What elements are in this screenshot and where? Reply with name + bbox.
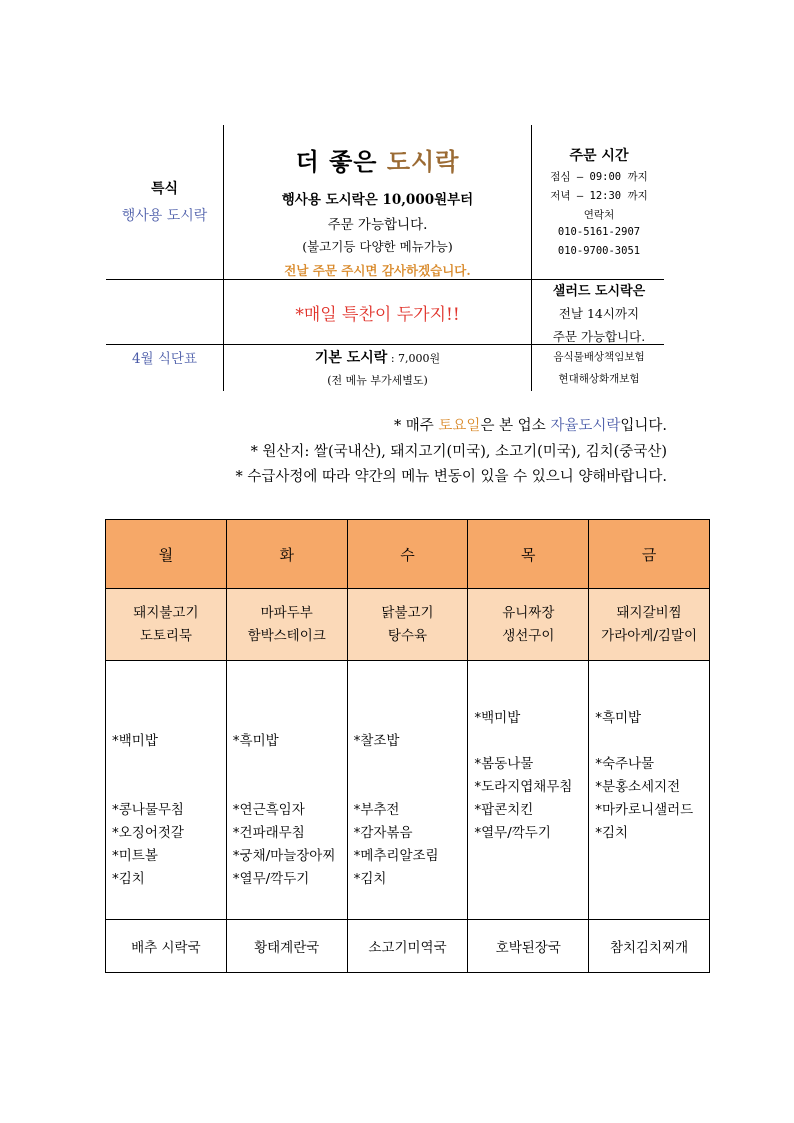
dinner-deadline: 저녁 – 12:30 까지 xyxy=(550,190,648,202)
phone-1: 010-5161-2907 xyxy=(557,226,641,238)
note1-text-a: * 매주 xyxy=(393,418,439,434)
soup-cell: 배추 시락국 xyxy=(106,920,227,973)
day-header-row xyxy=(106,520,710,589)
main-dish-text: 돼지불고기 도토리묵 xyxy=(133,604,199,644)
page-title xyxy=(224,142,531,177)
note1-text-c: 은 본 업소 xyxy=(480,418,551,434)
soup-cell: 호박된장국 xyxy=(468,920,589,973)
insurance-line-1: 음식물배상책임보험 xyxy=(553,351,645,363)
day-header: 목 xyxy=(468,520,589,589)
main-dish-cell xyxy=(106,589,227,661)
side-dish-list: *백미밥 *콩나물무침 *오징어젓갈 *미트볼 *김치 xyxy=(112,733,184,887)
day-header: 월 xyxy=(106,520,227,589)
basic-label: 기본 도시락 xyxy=(314,350,388,366)
side-dish-list: *찰조밥 *부추전 *감자볶음 *메추리알조림 *김치 xyxy=(353,733,439,887)
main-dish-text: 돼지갈비찜 가라아게/김말이 xyxy=(601,604,698,644)
soup-row xyxy=(106,920,710,973)
side-dish-list: *흑미밥 *연근흑임자 *건파래무침 *궁채/마늘장아찌 *열무/깍두기 xyxy=(232,733,336,887)
vat-note: (전 메뉴 부가세별도) xyxy=(327,374,428,387)
title-part-2: 도시락 xyxy=(386,148,460,176)
order-available-line: 주문 가능합니다. xyxy=(327,217,428,233)
special-label: 특식 xyxy=(150,181,179,197)
basic-lunchbox-price xyxy=(224,347,531,367)
contact-label: 연락처 xyxy=(583,209,615,221)
main-dish-row xyxy=(106,589,710,661)
note1-text-e: 입니다. xyxy=(620,418,667,434)
phone-2: 010-9700-3051 xyxy=(557,245,641,257)
side-dish-list: *흑미밥 *숙주나물 *분홍소세지전 *마카로니샐러드 *김치 xyxy=(595,710,694,841)
menu-variety-line: (불고기등 다양한 메뉴가능) xyxy=(302,239,453,254)
order-thanks-line: 전날 주문 주시면 감사하겠습니다. xyxy=(284,263,471,278)
main-dish-cell xyxy=(589,589,710,661)
side-dish-cell xyxy=(106,661,227,920)
note1-saturday: 토요일 xyxy=(438,418,481,434)
note1-free-lunchbox: 자율도시락 xyxy=(550,418,621,434)
side-dish-cell xyxy=(347,661,468,920)
side-dish-list: *백미밥 *봄동나물 *도라지엽채무침 *팝콘치킨 *열무/깍두기 xyxy=(474,710,573,841)
insurance-line-2: 현대해상화개보험 xyxy=(558,373,640,385)
side-dish-cell xyxy=(589,661,710,920)
soup-cell: 황태계란국 xyxy=(226,920,347,973)
main-dish-cell xyxy=(347,589,468,661)
title-part-1: 더 좋은 xyxy=(295,148,387,176)
event-price-line: 행사용 도시락은 10,000원부터 xyxy=(281,192,474,208)
side-dish-cell xyxy=(468,661,589,920)
salad-deadline: 전날 14시까지 xyxy=(558,306,640,321)
day-header: 금 xyxy=(589,520,710,589)
daily-special-banner: *매일 특찬이 두가지!! xyxy=(295,305,460,325)
main-dish-cell xyxy=(226,589,347,661)
main-dish-text: 유니짜장 생선구이 xyxy=(502,604,555,644)
weekly-menu-table xyxy=(105,519,710,973)
saturday-note xyxy=(394,414,667,435)
day-header: 수 xyxy=(347,520,468,589)
soup-cell: 소고기미역국 xyxy=(347,920,468,973)
day-header: 화 xyxy=(226,520,347,589)
salad-available: 주문 가능합니다. xyxy=(552,329,646,344)
main-dish-text: 닭불고기 탕수육 xyxy=(381,604,434,644)
order-time-title: 주문 시간 xyxy=(569,148,629,164)
side-dish-row xyxy=(106,661,710,920)
side-dish-cell xyxy=(226,661,347,920)
menu-month-label: 4월 식단표 xyxy=(131,351,198,367)
main-dish-cell xyxy=(468,589,589,661)
event-lunchbox-label: 행사용 도시락 xyxy=(121,208,208,224)
salad-title: 샐러드 도시락은 xyxy=(552,284,646,299)
lunch-deadline: 점심 – 09:00 까지 xyxy=(550,171,648,183)
main-dish-text: 마파두부 함박스테이크 xyxy=(247,604,326,644)
basic-price: : 7,000원 xyxy=(387,352,441,365)
menu-change-note: * 수급사정에 따라 약간의 메뉴 변동이 있을 수 있으니 양해바랍니다. xyxy=(235,469,667,485)
origin-note: * 원산지: 쌀(국내산), 돼지고기(미국), 소고기(미국), 김치(중국산) xyxy=(250,444,667,460)
soup-cell: 참치김치찌개 xyxy=(589,920,710,973)
